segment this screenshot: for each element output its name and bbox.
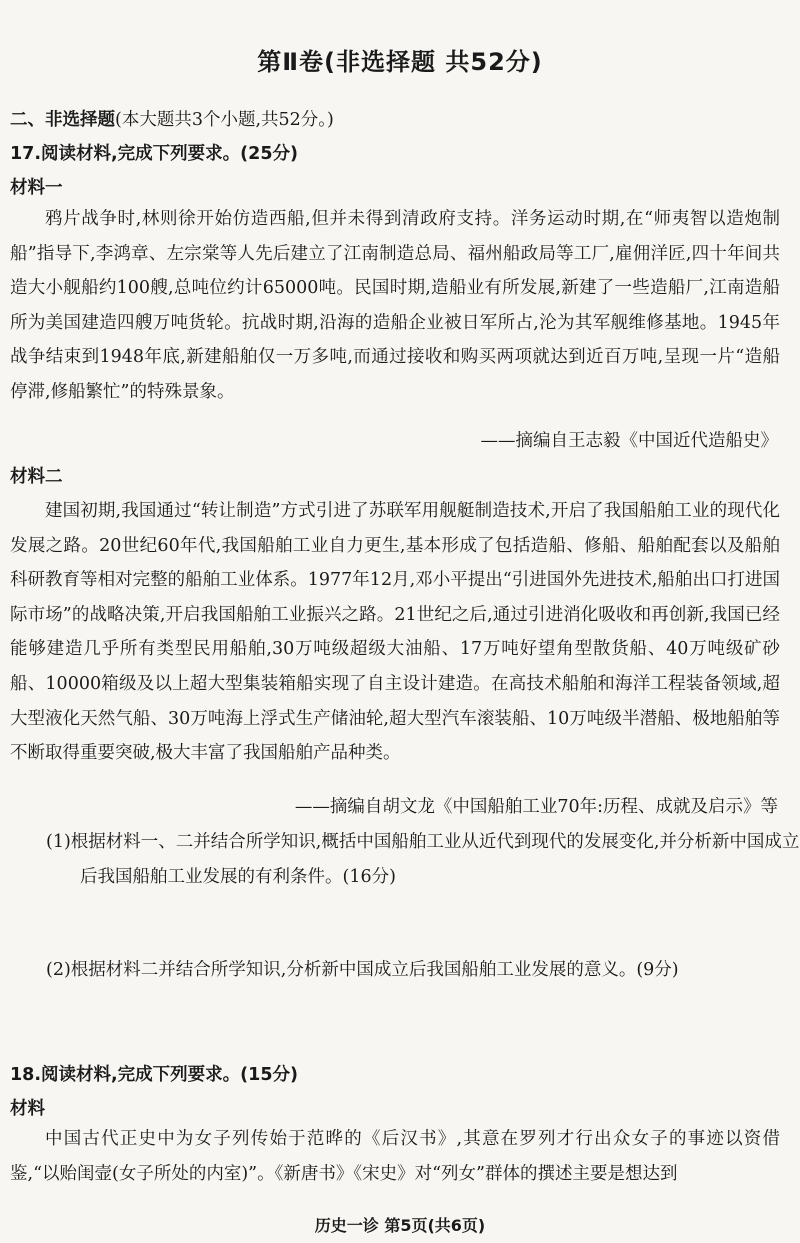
- question-17-sub-1: (1)根据材料一、二并结合所学知识,概括中国船舶工业从近代到现代的发展变化,并分析新中国成立后我国船舶工业发展的有利条件。(16分): [46, 832, 800, 887]
- question-17-heading: 17.阅读材料,完成下列要求。(25分): [10, 144, 298, 164]
- page-title: 第Ⅱ卷(非选择题 共52分): [257, 48, 543, 76]
- material-label: 材料: [10, 1099, 45, 1119]
- material-2-text: 建国初期,我国通过“转让制造”方式引进了苏联军用舰艇制造技术,开启了我国船舶工业的现代化发展之路。20世纪60年代,我国船舶工业自力更生,基本形成了包括造船、修船、船舶配套以及船舶科研教育等相对完整的船舶工业体系。1977年12月,邓小平提出“引进国外先进技术,船舶出口打进国际市场”的战略决策,开启我国船舶工业振兴之路。21世纪之后,通过引进消化吸收和再创新,我国已经能够建造几乎所有类型民用船舶,30万吨级超级大油船、17万吨好望角型散货船、40万吨级矿砂船、10000箱级及以上超大型集装箱船实现了自主设计建造。在高技术船舶和海洋工程装备领域,超大型液化天然气船、30万吨海上浮式生产储油轮,超大型汽车滚装船、10万吨级半潜船、极地船舶等不断取得重要突破,极大丰富了我国船舶产品种类。: [10, 501, 780, 764]
- section-heading: [10, 108, 334, 132]
- material-text: 中国古代正史中为女子列传始于范晔的《后汉书》,其意在罗列才行出众女子的事迹以资借鉴,“以贻闺壸(女子所处的内室)”。《新唐书》《宋史》对“列女”群体的撰述主要是想达到: [10, 1129, 780, 1184]
- page-footer: 历史一诊 第5页(共6页): [314, 1216, 486, 1235]
- material-2-label: 材料二: [10, 467, 63, 487]
- question-17-sub-2: (2)根据材料二并结合所学知识,分析新中国成立后我国船舶工业发展的意义。(9分): [46, 960, 679, 980]
- material-1-label: 材料一: [10, 178, 63, 198]
- question-18-heading: 18.阅读材料,完成下列要求。(15分): [10, 1065, 298, 1085]
- material-2-source: ——摘编自胡文龙《中国船舶工业70年:历程、成就及启示》等: [294, 797, 778, 817]
- section-heading-label: 二、非选择题: [10, 110, 115, 130]
- section-heading-note: (本大题共3个小题,共52分。): [115, 110, 334, 130]
- material-1-source: ——摘编自王志毅《中国近代造船史》: [480, 431, 778, 451]
- material-1-text: 鸦片战争时,林则徐开始仿造西船,但并未得到清政府支持。洋务运动时期,在“师夷智以造炮制船”指导下,李鸿章、左宗棠等人先后建立了江南制造总局、福州船政局等工厂,雇佣洋匠,四十年间共造大小舰船约100艘,总吨位约计65000吨。民国时期,造船业有所发展,新建了一些造船厂,江南造船所为美国建造四艘万吨货轮。抗战时期,沿海的造船企业被日军所占,沦为其军舰维修基地。1945年战争结束到1948年底,新建船舶仅一万多吨,而通过接收和购买两项就达到近百万吨,呈现一片“造船停滞,修船繁忙”的特殊景象。: [10, 209, 780, 402]
